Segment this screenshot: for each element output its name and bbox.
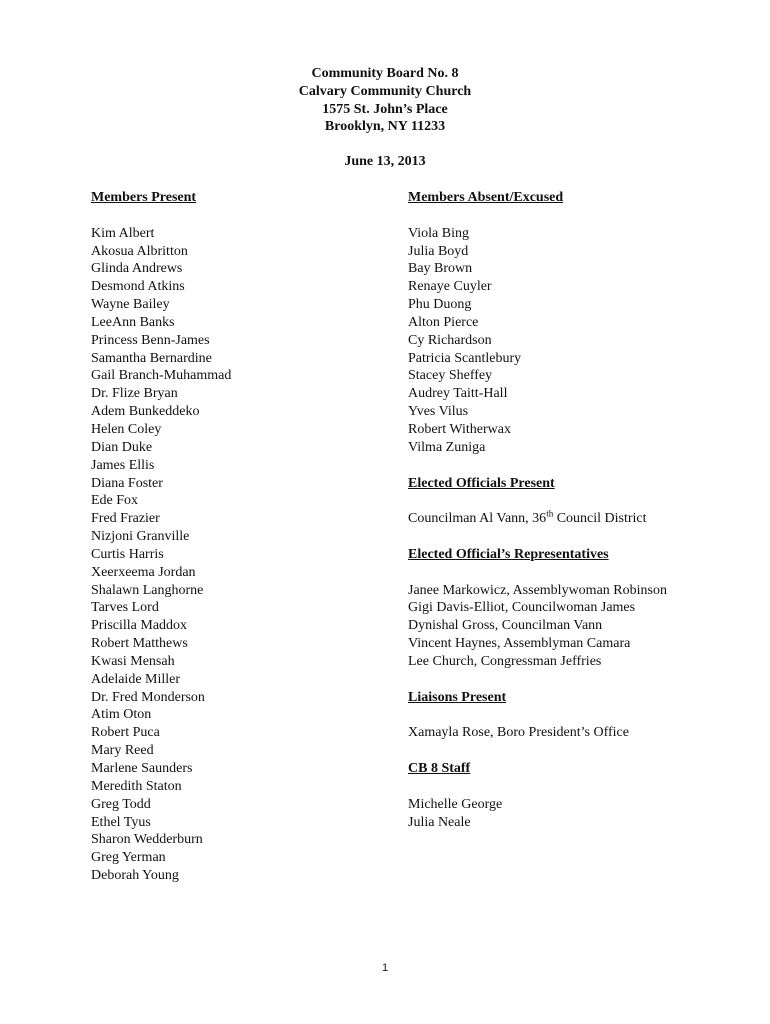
member-present-name: Mary Reed — [91, 743, 154, 759]
member-present-name: Marlene Saunders — [91, 761, 193, 776]
liaison-item: Xamayla Rose, Boro President’s Office — [408, 725, 629, 741]
member-present-name: Kwasi Mensah — [91, 653, 175, 669]
elected-official-item: Councilman Al Vann, 36th Council District — [408, 508, 647, 527]
venue-name: Calvary Community Church — [298, 83, 472, 99]
members-absent-list — [408, 225, 738, 457]
member-absent-name: Vilma Zuniga — [408, 439, 486, 455]
member-present-name: Fred Frazier — [91, 511, 160, 527]
representative-item: Vincent Haynes, Assemblyman Camara — [408, 636, 631, 652]
staff-item: Michelle George — [408, 796, 503, 812]
staff-item: Julia Neale — [408, 814, 471, 830]
right-column — [408, 189, 738, 831]
venue-street: 1575 St. John’s Place — [322, 101, 448, 117]
members-present-column — [91, 189, 381, 885]
member-absent-name: Phu Duong — [408, 297, 472, 313]
member-present-name: Ethel Tyus — [91, 814, 151, 830]
member-present-name: Desmond Atkins — [91, 279, 185, 295]
member-present-name: Robert Puca — [91, 725, 160, 741]
member-absent-name: Viola Bing — [408, 225, 469, 241]
representative-item: Janee Markowicz, Assemblywoman Robinson — [408, 582, 667, 598]
member-absent-name: Robert Witherwax — [408, 421, 511, 437]
representatives-list — [408, 582, 738, 671]
member-present-name: Adem Bunkeddeko — [91, 404, 200, 420]
member-present-name: Samantha Bernardine — [91, 350, 212, 366]
member-present-name: Greg Yerman — [91, 850, 166, 866]
staff-list — [408, 796, 738, 832]
member-present-name: Nizjoni Granville — [91, 529, 190, 545]
member-present-name: Greg Todd — [91, 796, 151, 812]
member-absent-name: Bay Brown — [408, 261, 473, 277]
member-absent-name: Audrey Taitt-Hall — [408, 386, 508, 402]
member-present-name: Tarves Lord — [91, 600, 159, 616]
members-absent-heading: Members Absent/Excused — [408, 190, 564, 205]
venue-city: Brooklyn, NY 11233 — [324, 119, 446, 135]
member-present-name: Diana Foster — [91, 475, 163, 491]
member-present-name: Princess Benn-James — [91, 332, 210, 348]
member-present-name: Dian Duke — [91, 439, 153, 455]
member-present-name: Xeerxeema Jordan — [91, 564, 196, 580]
member-present-name: Akosua Albritton — [91, 243, 188, 259]
member-absent-name: Alton Pierce — [408, 314, 479, 330]
member-absent-name: Cy Richardson — [408, 332, 492, 348]
meeting-date: June 13, 2013 — [344, 154, 426, 169]
staff-heading: CB 8 Staff — [408, 761, 471, 776]
member-present-name: Adelaide Miller — [91, 671, 181, 687]
member-absent-name: Julia Boyd — [408, 243, 469, 259]
member-present-name: Kim Albert — [91, 225, 155, 241]
members-present-heading: Members Present — [91, 190, 197, 205]
representative-item: Lee Church, Congressman Jeffries — [408, 653, 602, 669]
member-present-name: Helen Coley — [91, 421, 162, 437]
member-present-name: Deborah Young — [91, 868, 179, 884]
liaisons-heading: Liaisons Present — [408, 689, 507, 705]
member-absent-name: Renaye Cuyler — [408, 279, 492, 295]
liaisons-list — [408, 724, 738, 742]
member-present-name: Wayne Bailey — [91, 297, 170, 313]
member-present-name: Meredith Staton — [91, 778, 182, 794]
representative-item: Dynishal Gross, Councilman Vann — [408, 618, 603, 634]
member-present-name: Curtis Harris — [91, 546, 164, 562]
member-present-name: Glinda Andrews — [91, 261, 183, 277]
member-present-name: LeeAnn Banks — [91, 314, 175, 330]
member-absent-name: Patricia Scantlebury — [408, 350, 522, 366]
page-number: 1 — [381, 962, 389, 974]
member-present-name: Robert Matthews — [91, 636, 188, 652]
member-present-name: Shalawn Langhorne — [91, 582, 204, 598]
representatives-heading: Elected Official’s Representatives — [408, 546, 609, 562]
member-present-name: Priscilla Maddox — [91, 618, 188, 634]
member-absent-name: Stacey Sheffey — [408, 368, 493, 384]
member-present-name: Sharon Wedderburn — [91, 832, 203, 848]
member-present-name: Gail Branch-Muhammad — [91, 368, 232, 384]
document-header — [0, 65, 770, 136]
elected-officials-heading: Elected Officials Present — [408, 475, 555, 491]
member-absent-name: Yves Vilus — [408, 404, 469, 420]
member-present-name: Dr. Flize Bryan — [91, 386, 178, 402]
member-present-name: Dr. Fred Monderson — [91, 689, 205, 705]
board-name: Community Board No. 8 — [311, 66, 459, 81]
representative-item: Gigi Davis-Elliot, Councilwoman James — [408, 600, 636, 616]
member-present-name: James Ellis — [91, 457, 155, 473]
members-present-list — [91, 225, 381, 885]
member-present-name: Ede Fox — [91, 493, 139, 509]
member-present-name: Atim Oton — [91, 707, 152, 723]
